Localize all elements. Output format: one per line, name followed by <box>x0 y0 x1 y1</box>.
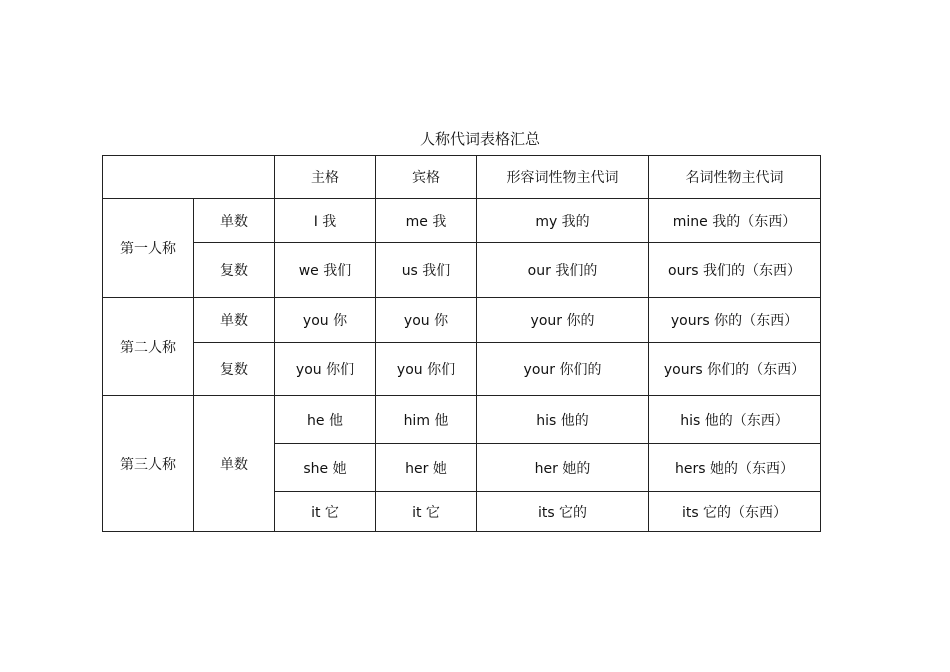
objective-cell: us 我们 <box>376 243 477 298</box>
header-possessive-pronoun: 名词性物主代词 <box>649 156 821 199</box>
header-subjective: 主格 <box>275 156 376 199</box>
possessive-pronoun-cell: his 他的（东西） <box>649 396 821 444</box>
number-plural-cell: 复数 <box>194 243 275 298</box>
person-second-cell: 第二人称 <box>103 298 194 396</box>
header-corner-cell <box>103 156 275 199</box>
subjective-cell: he 他 <box>275 396 376 444</box>
subjective-cell: we 我们 <box>275 243 376 298</box>
objective-cell: you 你们 <box>376 343 477 396</box>
possessive-pronoun-cell: yours 你的（东西） <box>649 298 821 343</box>
possessive-adjective-cell: our 我们的 <box>477 243 649 298</box>
possessive-adjective-cell: its 它的 <box>477 492 649 532</box>
table-row <box>103 199 821 243</box>
person-third-cell: 第三人称 <box>103 396 194 532</box>
possessive-pronoun-cell: yours 你们的（东西） <box>649 343 821 396</box>
pronoun-table <box>102 155 821 532</box>
person-first-cell: 第一人称 <box>103 199 194 298</box>
subjective-cell: she 她 <box>275 444 376 492</box>
possessive-pronoun-cell: ours 我们的（东西） <box>649 243 821 298</box>
header-possessive-adjective: 形容词性物主代词 <box>477 156 649 199</box>
possessive-adjective-cell: my 我的 <box>477 199 649 243</box>
header-row <box>103 156 821 199</box>
objective-cell: you 你 <box>376 298 477 343</box>
table-row <box>103 243 821 298</box>
possessive-pronoun-cell: mine 我的（东西） <box>649 199 821 243</box>
possessive-adjective-cell: your 你的 <box>477 298 649 343</box>
objective-cell: it 它 <box>376 492 477 532</box>
header-objective: 宾格 <box>376 156 477 199</box>
number-singular-cell: 单数 <box>194 396 275 532</box>
possessive-adjective-cell: his 他的 <box>477 396 649 444</box>
number-singular-cell: 单数 <box>194 298 275 343</box>
table-row <box>103 343 821 396</box>
table-row <box>103 298 821 343</box>
objective-cell: him 他 <box>376 396 477 444</box>
subjective-cell: you 你们 <box>275 343 376 396</box>
number-singular-cell: 单数 <box>194 199 275 243</box>
subjective-cell: I 我 <box>275 199 376 243</box>
subjective-cell: you 你 <box>275 298 376 343</box>
possessive-pronoun-cell: hers 她的（东西） <box>649 444 821 492</box>
possessive-adjective-cell: her 她的 <box>477 444 649 492</box>
possessive-adjective-cell: your 你们的 <box>477 343 649 396</box>
possessive-pronoun-cell: its 它的（东西） <box>649 492 821 532</box>
table-row <box>103 396 821 444</box>
number-plural-cell: 复数 <box>194 343 275 396</box>
objective-cell: me 我 <box>376 199 477 243</box>
page-title: 人称代词表格汇总 <box>419 130 540 148</box>
objective-cell: her 她 <box>376 444 477 492</box>
subjective-cell: it 它 <box>275 492 376 532</box>
